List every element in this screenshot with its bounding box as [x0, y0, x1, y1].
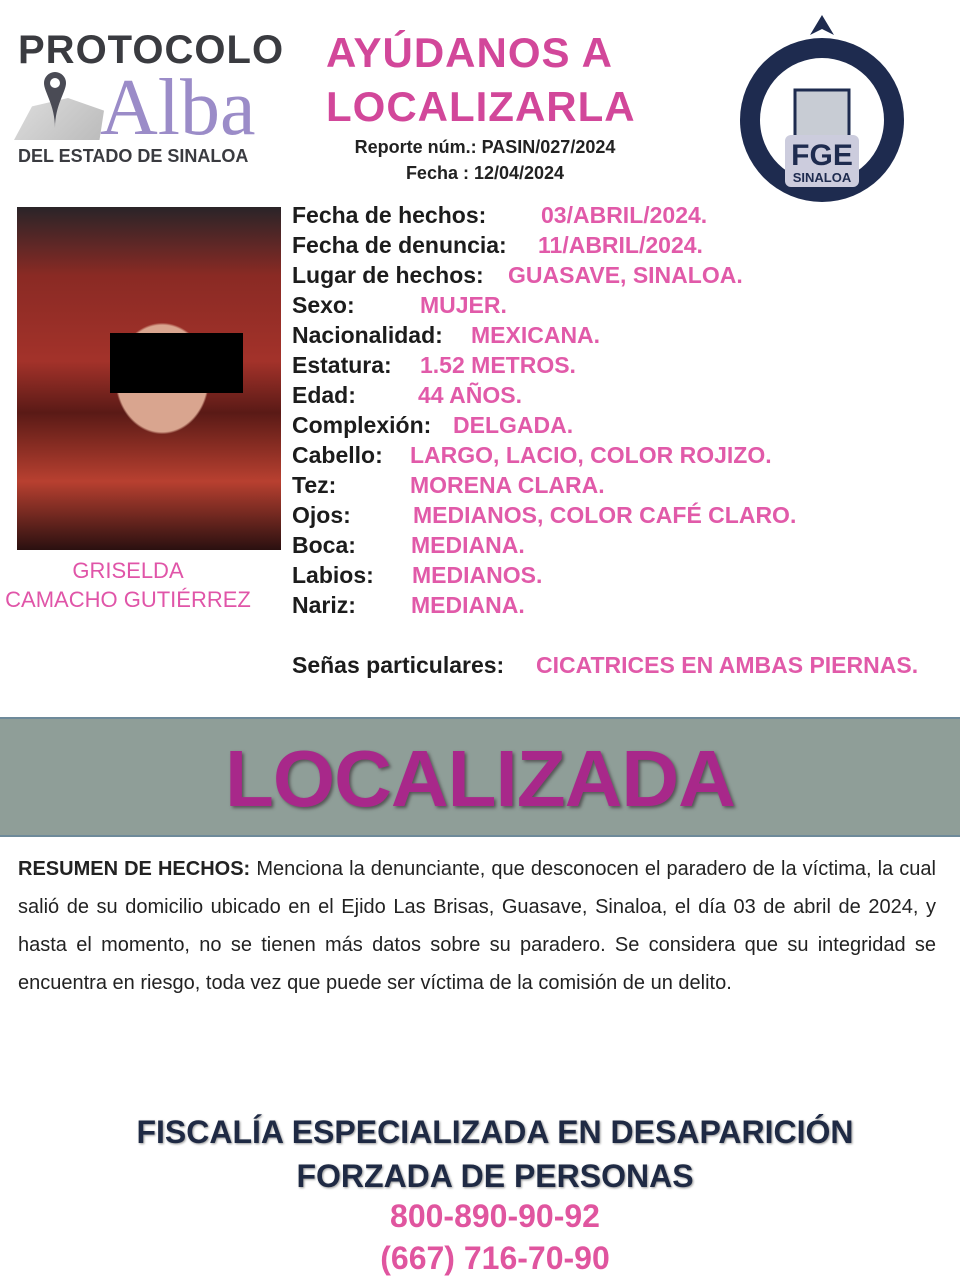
phone-2: (667) 716-70-90 [380, 1240, 610, 1276]
field-value: 1.52 METROS. [420, 352, 576, 378]
field-value: DELGADA. [453, 412, 574, 438]
field-value: CICATRICES EN AMBAS PIERNAS. [536, 652, 919, 678]
location-pin-icon [40, 70, 70, 130]
field-label: Ojos: [292, 502, 351, 528]
field-label: Sexo: [292, 292, 355, 318]
field-value: 03/ABRIL/2024. [541, 202, 708, 228]
field-label: Nariz: [292, 592, 356, 618]
agency-line-1: FISCALÍA ESPECIALIZADA EN DESAPARICIÓN [136, 1114, 854, 1150]
field-value: MEDIANOS, COLOR CAFÉ CLARO. [413, 502, 797, 528]
field-label: Señas particulares: [292, 652, 505, 678]
summary-paragraph [18, 850, 936, 1002]
field-value: MEDIANOS. [412, 562, 543, 588]
field-value: MEDIANA. [411, 592, 525, 618]
alba-logo-text: Alba [100, 64, 256, 152]
svg-text:SINALOA: SINALOA [792, 170, 852, 185]
field-label: Estatura: [292, 352, 392, 378]
field-label: Edad: [292, 382, 356, 408]
field-value: LARGO, LACIO, COLOR ROJIZO. [410, 442, 772, 468]
summary-label: RESUMEN DE HECHOS: [18, 858, 251, 880]
status-text: LOCALIZADA [225, 734, 735, 823]
report-info [322, 134, 648, 186]
field-label: Lugar de hechos: [292, 262, 484, 288]
field-label: Boca: [292, 532, 356, 558]
poster-title [326, 26, 636, 134]
svg-text:FGE: FGE [791, 139, 853, 172]
report-date: Fecha : 12/04/2024 [405, 163, 565, 183]
phone-1: 800-890-90-92 [390, 1198, 600, 1234]
field-value: MORENA CLARA. [410, 472, 605, 498]
field-value: GUASAVE, SINALOA. [508, 262, 743, 288]
person-name [0, 556, 256, 614]
field-label: Nacionalidad: [292, 322, 443, 348]
status-banner [0, 717, 960, 837]
field-label: Complexión: [292, 412, 432, 438]
agency-line-2: FORZADA DE PERSONAS [296, 1158, 694, 1194]
field-value: MEXICANA. [471, 322, 601, 348]
summary-text: Menciona la denunciante, que desconocen el paradero de la víctima, la cual salió de su domicilio ubicado en el Ejido Las Brisas, Guasave, Sinaloa, el día 03 de abril de 2024, y hasta el momento, no se tienen más datos sobre su paradero. Se considera que su integridad se encuentra en riesgo, toda vez que puede ser víctima de la comisión de un delito. [18, 858, 937, 994]
last-names: CAMACHO GUTIÉRREZ [5, 587, 251, 612]
field-label: Fecha de hechos: [292, 202, 487, 228]
report-number: Reporte núm.: PASIN/027/2024 [354, 137, 616, 157]
field-label: Tez: [292, 472, 337, 498]
fge-seal-logo [737, 10, 907, 205]
title-line-1: AYÚDANOS A [326, 29, 613, 76]
agency-name [0, 1110, 960, 1198]
field-label: Fecha de denuncia: [292, 232, 507, 258]
title-line-2: LOCALIZARLA [326, 83, 636, 130]
logo-subtitle: DEL ESTADO DE SINALOA [18, 146, 249, 166]
field-label: Cabello: [292, 442, 383, 468]
field-value: 44 AÑOS. [418, 382, 522, 408]
field-value: 11/ABRIL/2024. [538, 232, 703, 258]
protocolo-logo-text: PROTOCOLO [18, 28, 285, 72]
field-value: MUJER. [420, 292, 507, 318]
field-value: MEDIANA. [411, 532, 525, 558]
first-name: GRISELDA [72, 558, 184, 583]
censor-bar [110, 333, 243, 393]
field-label: Labios: [292, 562, 374, 588]
